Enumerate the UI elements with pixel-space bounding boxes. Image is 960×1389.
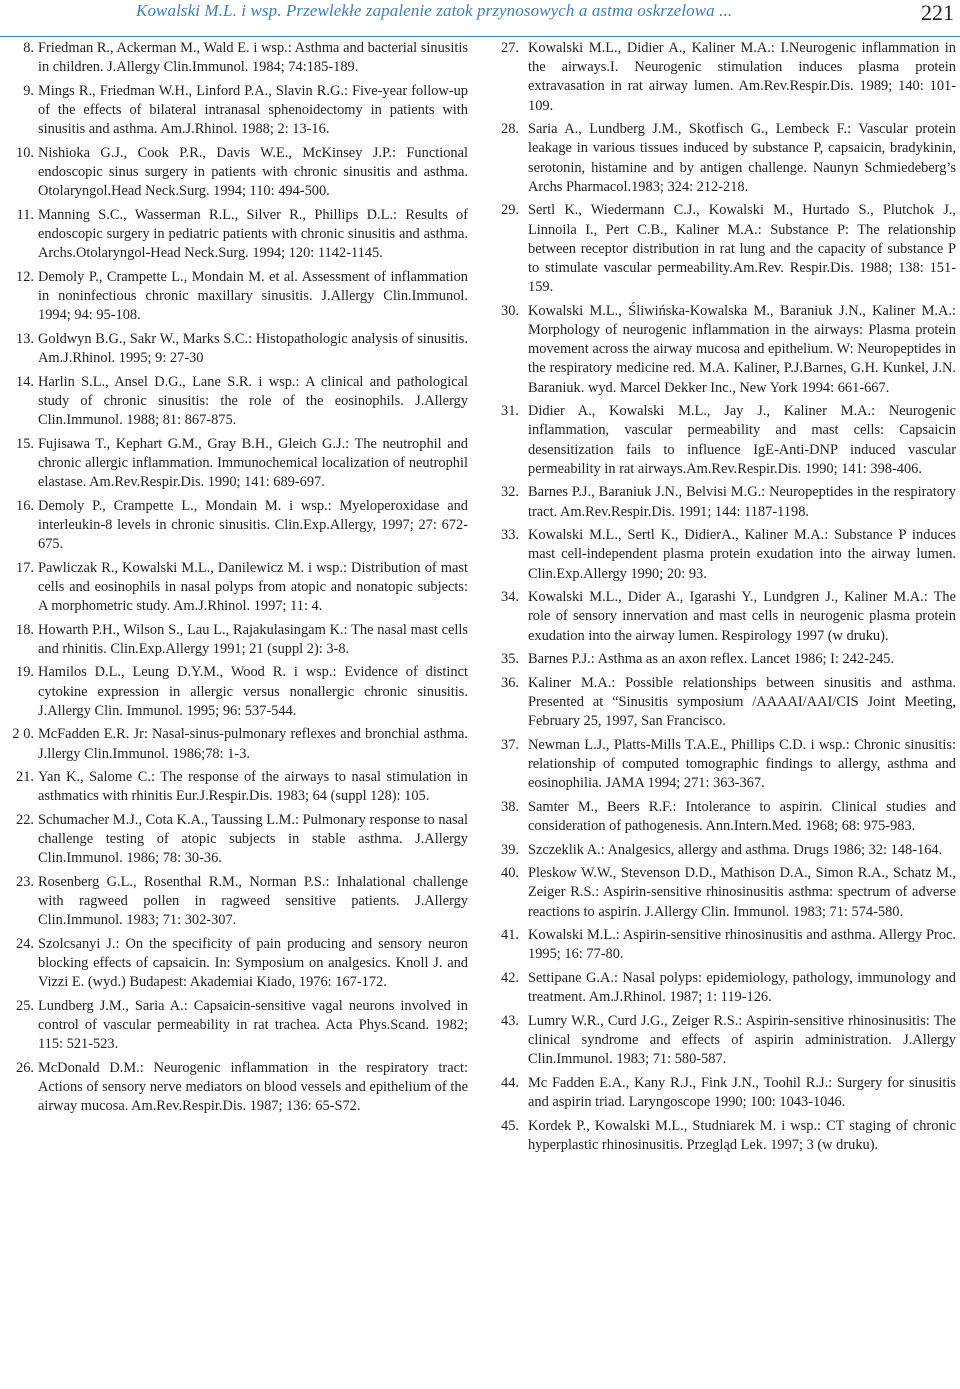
reference-item bbox=[496, 1074, 956, 1112]
reference-text: Szczeklik A.: Analgesics, allergy and asthma. Drugs 1986; 32: 148-164. bbox=[528, 841, 943, 858]
reference-number: 45. bbox=[501, 1117, 519, 1134]
reference-number: 25. bbox=[16, 997, 34, 1014]
reference-number: 9. bbox=[23, 82, 34, 99]
reference-number: 41. bbox=[501, 927, 519, 944]
reference-text: Nishioka G.J., Cook P.R., Davis W.E., McKinsey J.P.: Functional endoscopic sinus surgery in patients with chronic sinusitis and asthma. Otolaryngol.Head Neck.Surg. 1994; 110: 494-500. bbox=[38, 144, 468, 200]
reference-number: 2 0. bbox=[12, 726, 34, 743]
reference-number: 43. bbox=[501, 1012, 519, 1029]
reference-item bbox=[496, 969, 956, 1007]
reference-text: Manning S.C., Wasserman R.L., Silver R., Phillips D.L.: Results of endoscopic surgery in pediatric patients with chronic sinusitis and asthma. Archs.Otolaryngol-Head Neck.Surg. 1994; 120: 1142-1145. bbox=[38, 206, 468, 262]
reference-text: Mings R., Friedman W.H., Linford P.A., Slavin R.G.: Five-year follow-up of the effects of bilateral intranasal sphenoidectomy in patients with sinusitis and asthma. Am.J.Rhinol. 1988; 2: 13-16. bbox=[38, 82, 468, 138]
reference-text: Schumacher M.J., Cota K.A., Taussing L.M.: Pulmonary response to nasal challenge testing of atopic subjects in stable asthma. J.Allergy Clin.Immunol. 1986; 78: 30-36. bbox=[38, 811, 468, 867]
reference-item bbox=[496, 120, 956, 197]
reference-text: Samter M., Beers R.F.: Intolerance to aspirin. Clinical studies and consideration of pathogenesis. Ann.Intern.Med. 1968; 68: 975-983. bbox=[528, 798, 956, 835]
reference-number: 23. bbox=[16, 873, 34, 890]
running-title: Kowalski M.L. i wsp. Przewlekłe zapalenie zatok przynosowych a astma oskrzelowa ... bbox=[136, 1, 733, 20]
reference-number: 29. bbox=[501, 202, 519, 219]
reference-item bbox=[4, 39, 468, 77]
reference-item bbox=[496, 841, 956, 860]
reference-number: 21. bbox=[16, 769, 34, 786]
reference-text: Yan K., Salome C.: The response of the airways to nasal stimulation in asthmatics with rhinitis Eur.J.Respir.Dis. 1983; 64 (suppl 128): 105. bbox=[38, 769, 468, 805]
reference-item bbox=[4, 435, 468, 493]
reference-item bbox=[4, 935, 468, 993]
reference-text: Hamilos D.L., Leung D.Y.M., Wood R. i wsp.: Evidence of distinct cytokine expression in allergic versus nonallergic chronic sinusitis. J.Allergy Clin. Immunol. 1995; 96: 537-544. bbox=[38, 664, 468, 719]
reference-number: 13. bbox=[16, 330, 34, 347]
reference-item bbox=[4, 268, 468, 326]
reference-text: Kordek P., Kowalski M.L., Studniarek M. i wsp.: CT staging of chronic hyperplastic rhinosinusitis. Przegląd Lek. 1997; 3 (w druku). bbox=[528, 1117, 956, 1153]
reference-item bbox=[4, 373, 468, 431]
reference-item bbox=[496, 39, 956, 116]
reference-text: McDonald D.M.: Neurogenic inflammation in the respiratory tract: Actions of sensory nerve mediators on blood vessels and epithelium of the airway mucosa. Am.Rev.Respir.Dis. 1987; 136: 65-S72. bbox=[38, 1059, 468, 1115]
reference-item bbox=[4, 1059, 468, 1117]
reference-text: Lumry W.R., Curd J.G., Zeiger R.S.: Aspirin-sensitive rhinosinusitis: The clinical syndrome and effects of aspirin administration. J.Allergy Clin.Immunol. 1983; 71: 580-587. bbox=[528, 1012, 956, 1068]
reference-item bbox=[4, 811, 468, 869]
reference-item bbox=[4, 82, 468, 140]
reference-item bbox=[4, 559, 468, 617]
reference-text: Pleskow W.W., Stevenson D.D., Mathison D.A., Simon R.A., Schatz M., Zeiger R.S.: Aspirin-sensitive rhinosinusitis asthma: spectrum of adverse reactions to aspirin. J.Allergy Clin. Immunol. 1983; 71: 574-580. bbox=[528, 865, 956, 920]
reference-text: Pawliczak R., Kowalski M.L., Danilewicz M. i wsp.: Distribution of mast cells and eosinophils in nasal polyps from atopic and nonatopic subjects: A morphometric study. Am.J.Rhinol. 1997; 11: 4. bbox=[38, 559, 468, 614]
reference-number: 36. bbox=[501, 674, 519, 691]
reference-item bbox=[496, 526, 956, 584]
reference-number: 32. bbox=[501, 484, 519, 501]
reference-item bbox=[496, 1012, 956, 1070]
reference-text: Friedman R., Ackerman M., Wald E. i wsp.: Asthma and bacterial sinusitis in children. J.Allergy Clin.Immunol. 1984; 74:185-189. bbox=[38, 40, 468, 76]
reference-text: Demoly P., Crampette L., Mondain M. et al. Assessment of inflammation in noninfectious chronic maxillary sinusitis. J.Allergy Clin.Immunol. 1994; 94: 95-108. bbox=[38, 268, 468, 324]
reference-text: Saria A., Lundberg J.M., Skotfisch G., Lembeck F.: Vascular protein leakage in various tissues induced by substance P, capsaicin, bradykinin, serotonin, histamine and by antigen challenge. Naunyn Schmiedeberg’s Archs Pharmacol.1983; 324: 212-218. bbox=[528, 121, 956, 195]
reference-number: 14. bbox=[16, 373, 34, 390]
reference-number: 24. bbox=[16, 935, 34, 952]
reference-text: Sertl K., Wiedermann C.J., Kowalski M., Hurtado S., Plutchok J., Linnoila I., Pert C.B., Kaliner M.A.: Substance P: The relationship between receptor distribution in rat lung and the capacity of substance P to stimulate vascular permeability.Am.Rev. Respir.Dis. 1988; 138: 151-159. bbox=[528, 202, 956, 296]
reference-column-left bbox=[4, 39, 468, 1117]
reference-item bbox=[4, 768, 468, 806]
reference-number: 38. bbox=[501, 798, 519, 815]
reference-number: 31. bbox=[501, 403, 519, 420]
reference-text: Settipane G.A.: Nasal polyps: epidemiology, pathology, immunology and treatment. Am.J.Rhinol. 1987; 1: 119-126. bbox=[528, 970, 956, 1006]
reference-item bbox=[4, 497, 468, 555]
reference-number: 30. bbox=[501, 302, 519, 319]
reference-number: 16. bbox=[16, 497, 34, 514]
reference-item bbox=[4, 725, 468, 763]
page-header bbox=[0, 0, 960, 37]
reference-number: 27. bbox=[501, 40, 519, 56]
reference-number: 11. bbox=[16, 206, 34, 223]
reference-item bbox=[496, 736, 956, 794]
reference-number: 37. bbox=[501, 736, 519, 753]
reference-item bbox=[496, 483, 956, 521]
reference-number: 40. bbox=[501, 865, 519, 882]
reference-item bbox=[4, 144, 468, 202]
reference-text: Harlin S.L., Ansel D.G., Lane S.R. i wsp.: A clinical and pathological study of chronic sinusitis: the role of the eosinophils. J.Allergy Clin.Immunol. 1988; 81: 867-875. bbox=[38, 373, 468, 428]
reference-text: Fujisawa T., Kephart G.M., Gray B.H., Gleich G.J.: The neutrophil and chronic allergic inflammation. Immunochemical localization of neutrophil elastase. Am.Rev.Respir.Dis. 1990; 141: 689-697. bbox=[38, 435, 468, 490]
reference-item bbox=[4, 997, 468, 1055]
reference-text: Mc Fadden E.A., Kany R.J., Fink J.N., Toohil R.J.: Surgery for sinusitis and aspirin triad. Laryngoscope 1990; 100: 1043-1046. bbox=[528, 1074, 956, 1110]
reference-number: 18. bbox=[16, 621, 34, 638]
reference-text: Kowalski M.L., Didier A., Kaliner M.A.: I.Neurogenic inflammation in the airways.I. Neurogenic stimulation induces plasma protein extravasation in rat airway lumen. Am.Rev.Respir.Dis. 1989; 140: 101-109. bbox=[528, 40, 956, 114]
reference-item bbox=[496, 588, 956, 646]
reference-number: 44. bbox=[501, 1074, 519, 1091]
reference-item bbox=[496, 798, 956, 836]
reference-item bbox=[496, 926, 956, 964]
reference-item bbox=[496, 650, 956, 669]
reference-text: Rosenberg G.L., Rosenthal R.M., Norman P.S.: Inhalational challenge with ragweed pollen in ragweed sensitive patients. J.Allergy Clin.Immunol. 1983; 71: 302-307. bbox=[38, 873, 468, 929]
reference-number: 42. bbox=[501, 970, 519, 986]
reference-item bbox=[4, 621, 468, 659]
reference-text: Demoly P., Crampette L., Mondain M. i wsp.: Myeloperoxidase and interleukin-8 levels in chronic sinusitis. Clin.Exp.Allergy, 1997; 27: 672-675. bbox=[38, 497, 468, 552]
reference-text: Szolcsanyi J.: On the specificity of pain producing and sensory neuron blocking effects of capsaicin. In: Symposium on analgesics. Knoll J. and Vizzi E. (wyd.) Budapest: Akademiai Kiado, 1976: 167-172. bbox=[38, 935, 468, 991]
reference-text: Lundberg J.M., Saria A.: Capsaicin-sensitive vagal neurons involved in control of vascular permeability in rat trachea. Acta Phys.Scand. 1982; 115: 521-523. bbox=[38, 997, 468, 1053]
reference-item bbox=[496, 201, 956, 297]
reference-item bbox=[4, 873, 468, 931]
reference-number: 39. bbox=[501, 841, 519, 858]
reference-text: Didier A., Kowalski M.L., Jay J., Kaliner M.A.: Neurogenic inflammation, vascular permeability and mast cells: Capsaicin desensitization fails to influence IgE-Anti-DNP induced vascular permeability in rat airways.Am.Rev.Respir.Dis. 1990; 141: 398-406. bbox=[528, 403, 956, 477]
reference-number: 17. bbox=[16, 559, 34, 576]
reference-number: 28. bbox=[501, 121, 519, 138]
reference-text: Newman L.J., Platts-Mills T.A.E., Phillips C.D. i wsp.: Chronic sinusitis: relationship of computed tomographic findings to allergy, asthma and eosinophilia. JAMA 1994; 271: 363-367. bbox=[528, 736, 956, 792]
reference-number: 12. bbox=[16, 268, 34, 285]
reference-number: 35. bbox=[501, 651, 519, 668]
reference-number: 10. bbox=[16, 144, 34, 161]
reference-text: Howarth P.H., Wilson S., Lau L., Rajakulasingam K.: The nasal mast cells and rhinitis. Clin.Exp.Allergy 1991; 21 (suppl 2): 3-8. bbox=[38, 621, 468, 657]
reference-text: Barnes P.J.: Asthma as an axon reflex. Lancet 1986; I: 242-245. bbox=[528, 651, 895, 668]
reference-text: Barnes P.J., Baraniuk J.N., Belvisi M.G.: Neuropeptides in the respiratory tract. Am.Rev.Respir.Dis. 1991; 144: 1187-1198. bbox=[528, 484, 956, 520]
reference-number: 26. bbox=[16, 1059, 34, 1076]
reference-number: 33. bbox=[501, 527, 519, 544]
reference-number: 8. bbox=[23, 40, 34, 56]
reference-item bbox=[496, 674, 956, 732]
reference-text: Kowalski M.L., Śliwińska-Kowalska M., Baraniuk J.N., Kaliner M.A.: Morphology of neurogenic inflammation in the airways: Plasma protein movement across the airway mucosa and epithelium. W: Neuropeptides in the respiratory medicine red. M.A. Kaliner, P.J.Barnes, G.H. Kunkel, J.N. Baraniuk. wyd. Marcel Dekker Inc., New York 1994: 661-667. bbox=[528, 302, 956, 396]
reference-column-right bbox=[496, 39, 956, 1155]
reference-number: 22. bbox=[16, 811, 34, 828]
page-number: 221 bbox=[921, 0, 954, 25]
reference-number: 19. bbox=[16, 664, 34, 681]
reference-number: 15. bbox=[16, 435, 34, 452]
reference-item bbox=[4, 330, 468, 368]
reference-number: 34. bbox=[501, 589, 519, 606]
reference-text: Kaliner M.A.: Possible relationships between sinusitis and asthma. Presented at “Sinusitis symposium /AAAAI/AAI/CIS Joint Meeting, February 25, 1997, San Francisco. bbox=[528, 674, 956, 730]
reference-item bbox=[496, 402, 956, 479]
reference-item bbox=[496, 302, 956, 398]
reference-text: Goldwyn B.G., Sakr W., Marks S.C.: Histopathologic analysis of sinusitis. Am.J.Rhinol. 1995; 9: 27-30 bbox=[38, 330, 468, 366]
reference-item bbox=[496, 1117, 956, 1155]
reference-item bbox=[4, 663, 468, 721]
reference-item bbox=[496, 864, 956, 922]
reference-item bbox=[4, 206, 468, 264]
reference-text: Kowalski M.L., Dider A., Igarashi Y., Lundgren J., Kaliner M.A.: The role of sensory innervation and mast cells in neurogenic plasma protein exudation into the airway lumen. Respirology 1997 (w druku). bbox=[528, 589, 956, 644]
reference-text: Kowalski M.L.: Aspirin-sensitive rhinosinusitis and asthma. Allergy Proc. 1995; 16: 77-80. bbox=[528, 927, 956, 963]
reference-text: Kowalski M.L., Sertl K., DidierA., Kaliner M.A.: Substance P induces mast cell-independent plasma protein exudation into the airway lumen. Clin.Exp.Allergy 1990; 20: 93. bbox=[528, 527, 956, 582]
reference-text: McFadden E.R. Jr: Nasal-sinus-pulmonary reflexes and bronchial asthma. J.llergy Clin.Immunol. 1986;78: 1-3. bbox=[38, 726, 468, 762]
